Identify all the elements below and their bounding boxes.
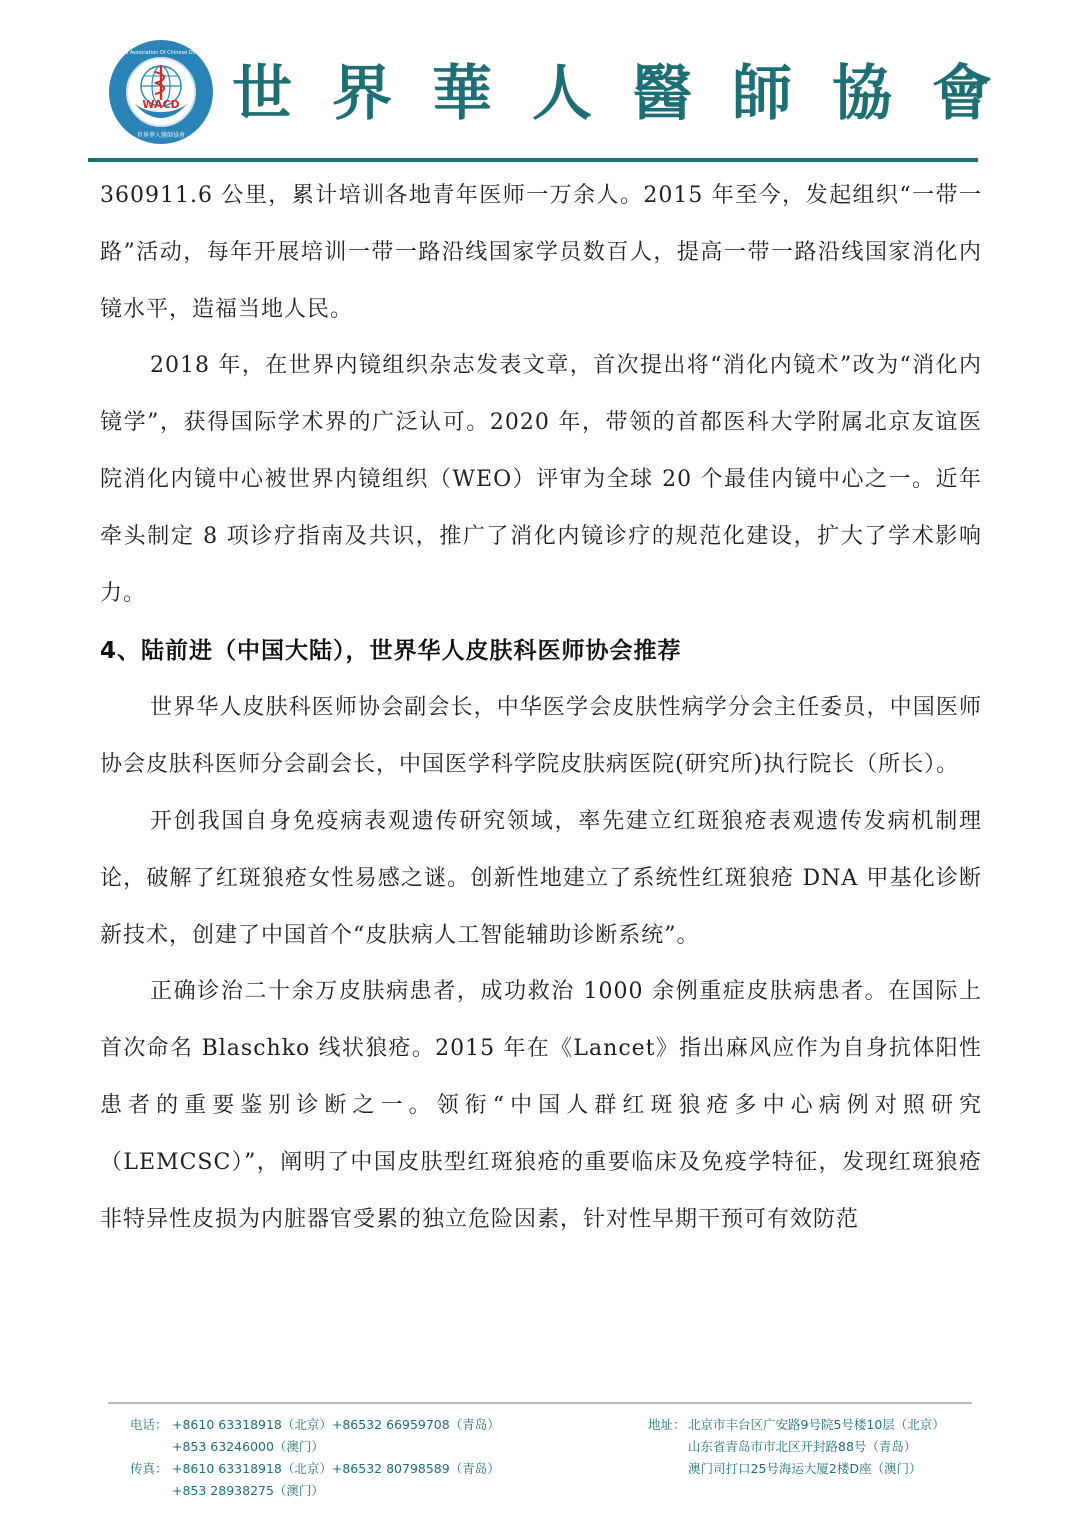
footer-contact-numbers xyxy=(130,1414,560,1502)
page-header xyxy=(0,0,1080,168)
fax-label: 传真： xyxy=(130,1461,168,1476)
address-line: 澳门司打口25号海运大厦2楼D座（澳门） xyxy=(688,1461,922,1476)
logo-ring-text-bottom: 世界華人醫師協會 xyxy=(136,132,186,139)
address-row xyxy=(648,1414,978,1436)
document-body xyxy=(100,168,982,1248)
phone-row xyxy=(130,1414,560,1436)
phone-row xyxy=(130,1436,560,1458)
paragraph: 正确诊治二十余万皮肤病患者，成功救治 1000 余例重症皮肤病患者。在国际上首次命名 Blaschko 线状狼疮。2015 年在《Lancet》指出麻风应作为自身抗体阳性患者的重要鉴别诊断之一。领衔“中国人群红斑狼疮多中心病例对照研究（LEMCSC）”，阐明了中国皮肤型红斑狼疮的重要临床及免疫学特征，发现红斑狼疮非特异性皮损为内脏器官受累的独立危险因素，针对性早期干预可有效防范 xyxy=(100,979,982,1232)
fax-line: +8610 63318918（北京）+86532 80798589（青岛） xyxy=(172,1461,500,1476)
fax-line: +853 28938275（澳门） xyxy=(172,1483,324,1498)
phone-line: +8610 63318918（北京）+86532 66959708（青岛） xyxy=(172,1417,500,1432)
paragraph: 360911.6 公里，累计培训各地青年医师一万余人。2015 年至今，发起组织“一带一路”活动，每年开展培训一带一路沿线国家学员数百人，提高一带一路沿线国家消化内镜水平，造福当地人民。 xyxy=(100,183,982,322)
paragraph: 2018 年，在世界内镜组织杂志发表文章，首次提出将“消化内镜术”改为“消化内镜学”，获得国际学术界的广泛认可。2020 年，带领的首都医科大学附属北京友谊医院消化内镜中心被世界内镜组织（WEO）评审为全球 20 个最佳内镜中心之一。近年牵头制定 8 项诊疗指南及共识，推广了消化内镜诊疗的规范化建设，扩大了学术影响力。 xyxy=(100,353,982,606)
address-row xyxy=(648,1436,978,1458)
header-divider xyxy=(88,158,978,162)
phone-line: +853 63246000（澳门） xyxy=(172,1439,324,1454)
fax-row xyxy=(130,1458,560,1480)
organization-title: 世界華人醫師協會 xyxy=(232,59,1032,129)
section-heading: 4、陆前进（中国大陆），世界华人皮肤科医师协会推荐 xyxy=(100,638,682,665)
logo-acronym: WACD xyxy=(142,98,180,111)
fax-row xyxy=(130,1480,560,1502)
footer-addresses xyxy=(648,1414,978,1480)
logo-ring-text-top: World Association Of Chinese Doctors xyxy=(113,50,209,56)
wacd-logo-icon xyxy=(107,38,215,146)
phone-label: 电话： xyxy=(130,1417,168,1432)
address-line: 山东省青岛市市北区开封路88号（青岛） xyxy=(688,1439,917,1454)
address-label: 地址： xyxy=(648,1417,686,1432)
paragraph: 开创我国自身免疫病表观遗传研究领域，率先建立红斑狼疮表观遗传发病机制理论，破解了红斑狼疮女性易感之谜。创新性地建立了系统性红斑狼疮 DNA 甲基化诊断新技术，创建了中国首个“皮肤病人工智能辅助诊断系统”。 xyxy=(100,808,982,948)
page-footer xyxy=(0,1410,1080,1510)
paragraph: 世界华人皮肤科医师协会副会长，中华医学会皮肤性病学分会主任委员，中国医师协会皮肤科医师分会副会长，中国医学科学院皮肤病医院(研究所)执行院长（所长）。 xyxy=(100,695,982,778)
footer-divider xyxy=(108,1402,972,1404)
address-line: 北京市丰台区广安路9号院5号楼10层（北京） xyxy=(688,1417,945,1432)
address-row xyxy=(648,1458,978,1480)
